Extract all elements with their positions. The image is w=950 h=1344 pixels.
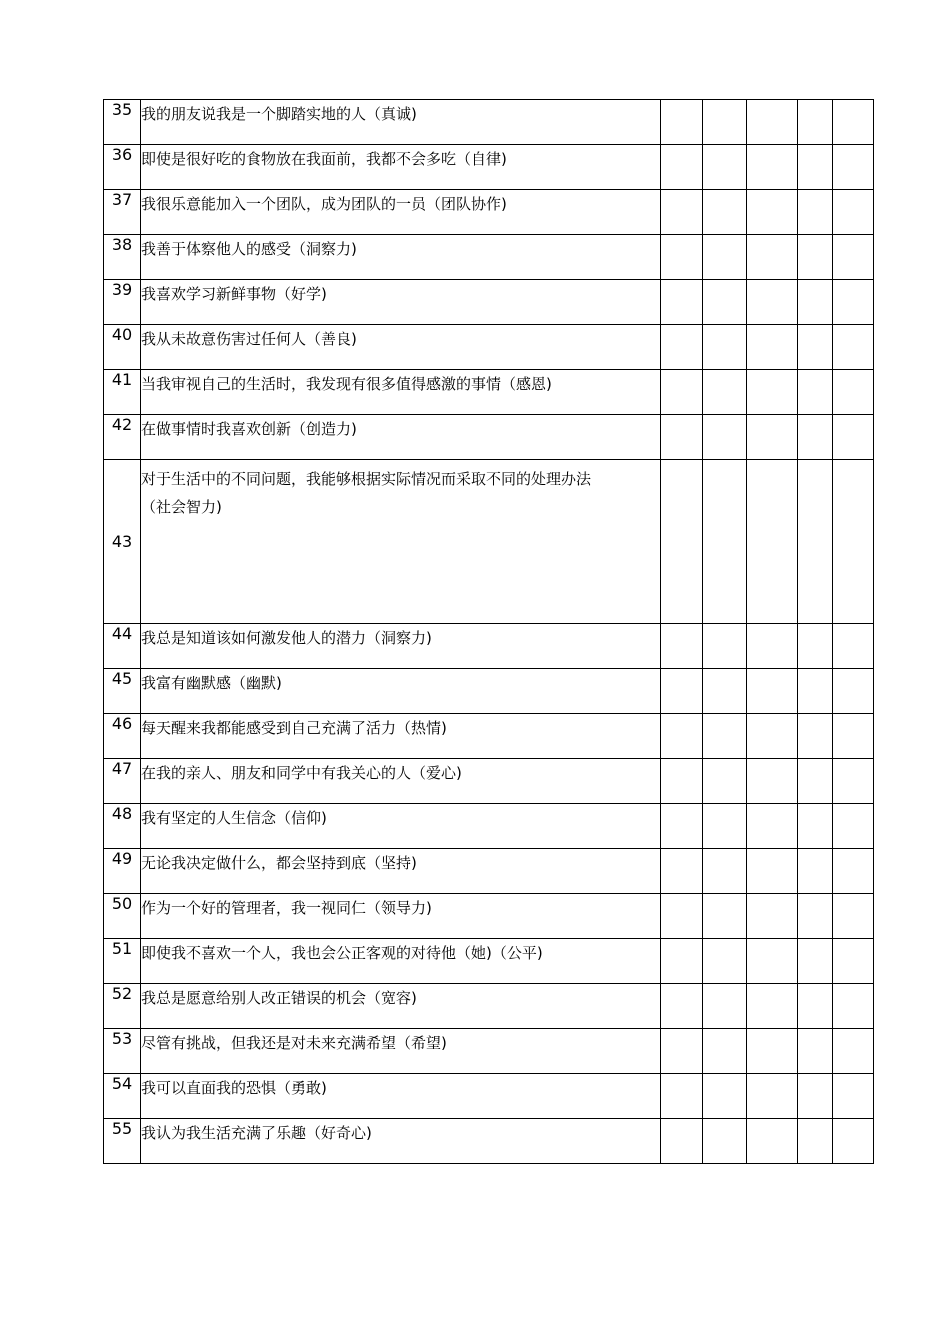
rating-cell-2[interactable] [703, 849, 747, 894]
table-row [104, 370, 874, 415]
rating-cell-5[interactable] [833, 669, 874, 714]
item-statement: 我总是知道该如何激发他人的潜力（洞察力) [141, 624, 661, 669]
item-number: 52 [104, 984, 141, 1029]
item-statement: 我善于体察他人的感受（洞察力) [141, 235, 661, 280]
item-statement: 每天醒来我都能感受到自己充满了活力（热情) [141, 714, 661, 759]
rating-cell-5[interactable] [833, 939, 874, 984]
rating-cell-1[interactable] [661, 190, 703, 235]
rating-cell-2[interactable] [703, 1029, 747, 1074]
rating-cell-1[interactable] [661, 460, 703, 624]
rating-cell-4[interactable] [798, 190, 833, 235]
item-number: 47 [104, 759, 141, 804]
rating-cell-3[interactable] [747, 1074, 798, 1119]
rating-cell-5[interactable] [833, 1074, 874, 1119]
table-row [104, 415, 874, 460]
rating-cell-2[interactable] [703, 370, 747, 415]
rating-cell-4[interactable] [798, 804, 833, 849]
item-number: 37 [104, 190, 141, 235]
rating-cell-3[interactable] [747, 325, 798, 370]
item-number: 35 [104, 100, 141, 145]
item-number: 48 [104, 804, 141, 849]
rating-cell-5[interactable] [833, 235, 874, 280]
table-row [104, 235, 874, 280]
table-row [104, 1119, 874, 1164]
item-statement: 我的朋友说我是一个脚踏实地的人（真诚) [141, 100, 661, 145]
rating-cell-4[interactable] [798, 624, 833, 669]
rating-cell-4[interactable] [798, 1029, 833, 1074]
item-number: 40 [104, 325, 141, 370]
rating-cell-4[interactable] [798, 235, 833, 280]
rating-cell-2[interactable] [703, 894, 747, 939]
item-statement: 我很乐意能加入一个团队，成为团队的一员（团队协作) [141, 190, 661, 235]
rating-cell-3[interactable] [747, 370, 798, 415]
item-statement: 我认为我生活充满了乐趣（好奇心) [141, 1119, 661, 1164]
rating-cell-2[interactable] [703, 190, 747, 235]
rating-cell-5[interactable] [833, 804, 874, 849]
table-row [104, 100, 874, 145]
rating-cell-3[interactable] [747, 100, 798, 145]
rating-cell-3[interactable] [747, 804, 798, 849]
rating-cell-5[interactable] [833, 460, 874, 624]
rating-cell-4[interactable] [798, 100, 833, 145]
rating-cell-4[interactable] [798, 939, 833, 984]
rating-cell-3[interactable] [747, 280, 798, 325]
rating-cell-4[interactable] [798, 145, 833, 190]
rating-cell-1[interactable] [661, 804, 703, 849]
table-row [104, 669, 874, 714]
item-number: 50 [104, 894, 141, 939]
rating-cell-3[interactable] [747, 415, 798, 460]
rating-cell-5[interactable] [833, 714, 874, 759]
rating-cell-2[interactable] [703, 759, 747, 804]
rating-cell-1[interactable] [661, 280, 703, 325]
table-row [104, 984, 874, 1029]
item-number: 39 [104, 280, 141, 325]
rating-cell-3[interactable] [747, 190, 798, 235]
table-row [104, 939, 874, 984]
rating-cell-1[interactable] [661, 1119, 703, 1164]
rating-cell-2[interactable] [703, 1074, 747, 1119]
item-number: 51 [104, 939, 141, 984]
rating-cell-5[interactable] [833, 984, 874, 1029]
rating-cell-5[interactable] [833, 370, 874, 415]
rating-cell-4[interactable] [798, 280, 833, 325]
rating-cell-3[interactable] [747, 624, 798, 669]
item-statement: 作为一个好的管理者，我一视同仁（领导力) [141, 894, 661, 939]
rating-cell-1[interactable] [661, 714, 703, 759]
item-statement-line-1: 对于生活中的不同问题，我能够根据实际情况而采取不同的处理办法 [141, 470, 592, 488]
rating-cell-5[interactable] [833, 624, 874, 669]
rating-cell-2[interactable] [703, 1119, 747, 1164]
survey-table [103, 99, 874, 1164]
rating-cell-2[interactable] [703, 235, 747, 280]
rating-cell-3[interactable] [747, 759, 798, 804]
rating-cell-1[interactable] [661, 669, 703, 714]
table-row [104, 190, 874, 235]
item-statement: 尽管有挑战，但我还是对未来充满希望（希望) [141, 1029, 661, 1074]
rating-cell-2[interactable] [703, 460, 747, 624]
rating-cell-1[interactable] [661, 100, 703, 145]
table-row [104, 460, 874, 624]
item-number: 55 [104, 1119, 141, 1164]
item-statement: 即使我不喜欢一个人，我也会公正客观的对待他（她)（公平) [141, 939, 661, 984]
rating-cell-1[interactable] [661, 145, 703, 190]
rating-cell-1[interactable] [661, 939, 703, 984]
rating-cell-3[interactable] [747, 939, 798, 984]
rating-cell-2[interactable] [703, 669, 747, 714]
rating-cell-4[interactable] [798, 669, 833, 714]
rating-cell-2[interactable] [703, 280, 747, 325]
item-statement: 我总是愿意给别人改正错误的机会（宽容) [141, 984, 661, 1029]
table-row [104, 1074, 874, 1119]
rating-cell-5[interactable] [833, 1119, 874, 1164]
item-statement: 我可以直面我的恐惧（勇敢) [141, 1074, 661, 1119]
item-number: 36 [104, 145, 141, 190]
rating-cell-1[interactable] [661, 235, 703, 280]
rating-cell-4[interactable] [798, 984, 833, 1029]
table-row [104, 894, 874, 939]
table-row [104, 849, 874, 894]
item-number: 54 [104, 1074, 141, 1119]
rating-cell-4[interactable] [798, 325, 833, 370]
rating-cell-5[interactable] [833, 849, 874, 894]
item-statement [141, 460, 661, 624]
rating-cell-1[interactable] [661, 984, 703, 1029]
rating-cell-4[interactable] [798, 460, 833, 624]
rating-cell-5[interactable] [833, 145, 874, 190]
rating-cell-3[interactable] [747, 460, 798, 624]
table-row [104, 714, 874, 759]
rating-cell-2[interactable] [703, 325, 747, 370]
rating-cell-2[interactable] [703, 984, 747, 1029]
rating-cell-3[interactable] [747, 669, 798, 714]
rating-cell-4[interactable] [798, 759, 833, 804]
rating-cell-5[interactable] [833, 325, 874, 370]
rating-cell-2[interactable] [703, 100, 747, 145]
rating-cell-3[interactable] [747, 714, 798, 759]
rating-cell-1[interactable] [661, 325, 703, 370]
table-row [104, 1029, 874, 1074]
item-statement: 在做事情时我喜欢创新（创造力) [141, 415, 661, 460]
rating-cell-3[interactable] [747, 1029, 798, 1074]
rating-cell-1[interactable] [661, 415, 703, 460]
rating-cell-2[interactable] [703, 714, 747, 759]
table-row [104, 804, 874, 849]
rating-cell-2[interactable] [703, 415, 747, 460]
item-number: 49 [104, 849, 141, 894]
item-statement: 在我的亲人、朋友和同学中有我关心的人（爱心) [141, 759, 661, 804]
rating-cell-5[interactable] [833, 894, 874, 939]
rating-cell-4[interactable] [798, 1074, 833, 1119]
rating-cell-2[interactable] [703, 145, 747, 190]
item-number: 45 [104, 669, 141, 714]
rating-cell-1[interactable] [661, 1029, 703, 1074]
rating-cell-4[interactable] [798, 714, 833, 759]
rating-cell-5[interactable] [833, 1029, 874, 1074]
rating-cell-5[interactable] [833, 415, 874, 460]
rating-cell-1[interactable] [661, 624, 703, 669]
rating-cell-3[interactable] [747, 984, 798, 1029]
rating-cell-2[interactable] [703, 939, 747, 984]
item-number: 43 [104, 460, 141, 624]
rating-cell-4[interactable] [798, 415, 833, 460]
rating-cell-2[interactable] [703, 804, 747, 849]
item-statement: 我富有幽默感（幽默) [141, 669, 661, 714]
item-statement: 我从未故意伤害过任何人（善良) [141, 325, 661, 370]
item-statement: 无论我决定做什么，都会坚持到底（坚持) [141, 849, 661, 894]
table-row [104, 624, 874, 669]
item-number: 38 [104, 235, 141, 280]
table-row [104, 325, 874, 370]
rating-cell-1[interactable] [661, 1074, 703, 1119]
rating-cell-1[interactable] [661, 894, 703, 939]
item-number: 42 [104, 415, 141, 460]
table-row [104, 759, 874, 804]
rating-cell-4[interactable] [798, 849, 833, 894]
item-statement: 即使是很好吃的食物放在我面前，我都不会多吃（自律) [141, 145, 661, 190]
rating-cell-5[interactable] [833, 280, 874, 325]
rating-cell-1[interactable] [661, 759, 703, 804]
rating-cell-3[interactable] [747, 849, 798, 894]
rating-cell-4[interactable] [798, 894, 833, 939]
rating-cell-5[interactable] [833, 100, 874, 145]
item-statement-line-2: （社会智力) [141, 498, 222, 516]
rating-cell-1[interactable] [661, 370, 703, 415]
rating-cell-4[interactable] [798, 370, 833, 415]
item-statement: 我喜欢学习新鲜事物（好学) [141, 280, 661, 325]
rating-cell-3[interactable] [747, 1119, 798, 1164]
rating-cell-4[interactable] [798, 1119, 833, 1164]
rating-cell-5[interactable] [833, 759, 874, 804]
rating-cell-2[interactable] [703, 624, 747, 669]
rating-cell-3[interactable] [747, 235, 798, 280]
item-statement: 我有坚定的人生信念（信仰) [141, 804, 661, 849]
table-row [104, 145, 874, 190]
table-row [104, 280, 874, 325]
rating-cell-5[interactable] [833, 190, 874, 235]
item-number: 53 [104, 1029, 141, 1074]
rating-cell-1[interactable] [661, 849, 703, 894]
rating-cell-3[interactable] [747, 145, 798, 190]
item-number: 41 [104, 370, 141, 415]
item-statement: 当我审视自己的生活时，我发现有很多值得感激的事情（感恩) [141, 370, 661, 415]
item-number: 46 [104, 714, 141, 759]
item-number: 44 [104, 624, 141, 669]
rating-cell-3[interactable] [747, 894, 798, 939]
